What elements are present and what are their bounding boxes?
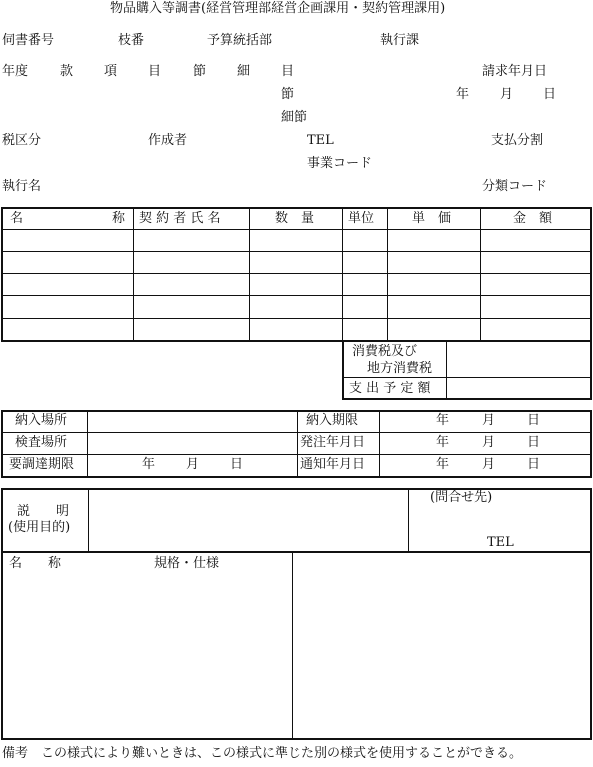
description-spec-divider xyxy=(2,551,591,553)
contact-tel-label: TEL xyxy=(487,535,514,550)
col-header-amount: 金 額 xyxy=(513,211,553,226)
setsu-sub-label: 節 xyxy=(281,87,295,102)
classification-code-label: 分類コード xyxy=(482,179,548,194)
notice-date-label: 通知年月日 xyxy=(300,457,366,472)
procurement-deadline-day: 日 xyxy=(230,457,244,472)
col-header-name-1: 名 xyxy=(10,211,24,226)
delivery-col-line-3 xyxy=(379,411,380,477)
tel-label: TEL xyxy=(307,133,334,148)
saisetsu-label: 細節 xyxy=(281,110,308,125)
delivery-place-label: 納入場所 xyxy=(15,413,68,428)
items-table-frame xyxy=(1,207,592,342)
order-date-year: 年 xyxy=(436,435,450,450)
inspection-place-label: 検査場所 xyxy=(15,435,68,450)
execution-name-label: 執行名 xyxy=(2,179,42,194)
delivery-col-line-2 xyxy=(297,411,298,477)
notice-date-month: 月 xyxy=(482,457,496,472)
executing-section-label: 執行課 xyxy=(380,33,420,48)
spec-spec-label: 規格・仕様 xyxy=(154,556,220,571)
description-frame xyxy=(1,488,592,740)
procurement-deadline-label: 要調達期限 xyxy=(9,457,75,472)
procurement-deadline-year: 年 xyxy=(142,457,156,472)
procurement-deadline-month: 月 xyxy=(186,457,200,472)
business-code-label: 事業コード xyxy=(307,156,373,171)
items-header-divider xyxy=(2,229,591,230)
items-row-line-1 xyxy=(2,251,591,252)
author-label: 作成者 xyxy=(148,133,188,148)
col-header-quantity: 数 量 xyxy=(275,211,315,226)
moku-label: 目 xyxy=(148,64,162,79)
usage-purpose-label: (使用目的) xyxy=(8,520,71,535)
description-label: 説 明 xyxy=(17,504,70,519)
tax-label-2: 地方消費税 xyxy=(367,361,433,376)
ukagaisho-number-label: 伺書番号 xyxy=(2,33,55,48)
request-month: 月 xyxy=(500,87,514,102)
request-day: 日 xyxy=(543,87,557,102)
setsu-label: 節 xyxy=(193,64,207,79)
remarks-note: 備考 この様式により難いときは、この様式に準じた別の様式を使用することができる。 xyxy=(2,746,523,761)
tax-total-divider xyxy=(446,341,447,399)
col-header-name-2: 称 xyxy=(112,211,126,226)
delivery-deadline-day: 日 xyxy=(527,413,541,428)
spec-divider xyxy=(292,553,293,739)
delivery-deadline-month: 月 xyxy=(482,413,496,428)
col-header-unit-price: 単 価 xyxy=(412,211,452,226)
tax-total-row-line xyxy=(343,377,591,378)
items-col-line-2 xyxy=(249,208,250,341)
items-col-line-1 xyxy=(133,208,134,341)
notice-date-year: 年 xyxy=(436,457,450,472)
items-row-line-4 xyxy=(2,318,591,319)
request-date-label: 請求年月日 xyxy=(482,64,548,79)
edaban-label: 枝番 xyxy=(118,33,145,48)
payment-split-label: 支払分割 xyxy=(491,133,544,148)
description-contact-divider xyxy=(408,489,409,551)
delivery-deadline-label: 納入期限 xyxy=(306,413,359,428)
kou-label: 項 xyxy=(104,64,118,79)
notice-date-day: 日 xyxy=(527,457,541,472)
request-year: 年 xyxy=(456,87,470,102)
delivery-col-line-1 xyxy=(87,411,88,477)
contact-label: (問合せ先) xyxy=(430,490,493,505)
order-date-label: 発注年月日 xyxy=(300,435,366,450)
items-col-line-4 xyxy=(387,208,388,341)
budget-dept-label: 予算統括部 xyxy=(207,33,273,48)
description-label-divider xyxy=(88,489,89,551)
document-title: 物品購入等調書(経営管理部経営企画課用・契約管理課用) xyxy=(110,1,446,16)
moku2-label: 目 xyxy=(281,64,295,79)
items-col-line-3 xyxy=(342,208,343,341)
tax-category-label: 税区分 xyxy=(2,133,42,148)
col-header-unit: 単位 xyxy=(348,211,375,226)
total-label: 支 出 予 定 額 xyxy=(349,381,431,396)
kan-label: 款 xyxy=(60,64,74,79)
sai-label: 細 xyxy=(237,64,251,79)
order-date-day: 日 xyxy=(527,435,541,450)
items-row-line-2 xyxy=(2,273,591,274)
items-col-line-5 xyxy=(480,208,481,341)
spec-name-label: 名 称 xyxy=(9,556,62,571)
order-date-month: 月 xyxy=(482,435,496,450)
col-header-contractor: 契 約 者 氏 名 xyxy=(139,211,221,226)
items-row-line-3 xyxy=(2,295,591,296)
delivery-deadline-year: 年 xyxy=(436,413,450,428)
fiscal-year-label: 年度 xyxy=(2,64,29,79)
tax-label-1: 消費税及び xyxy=(352,344,418,359)
